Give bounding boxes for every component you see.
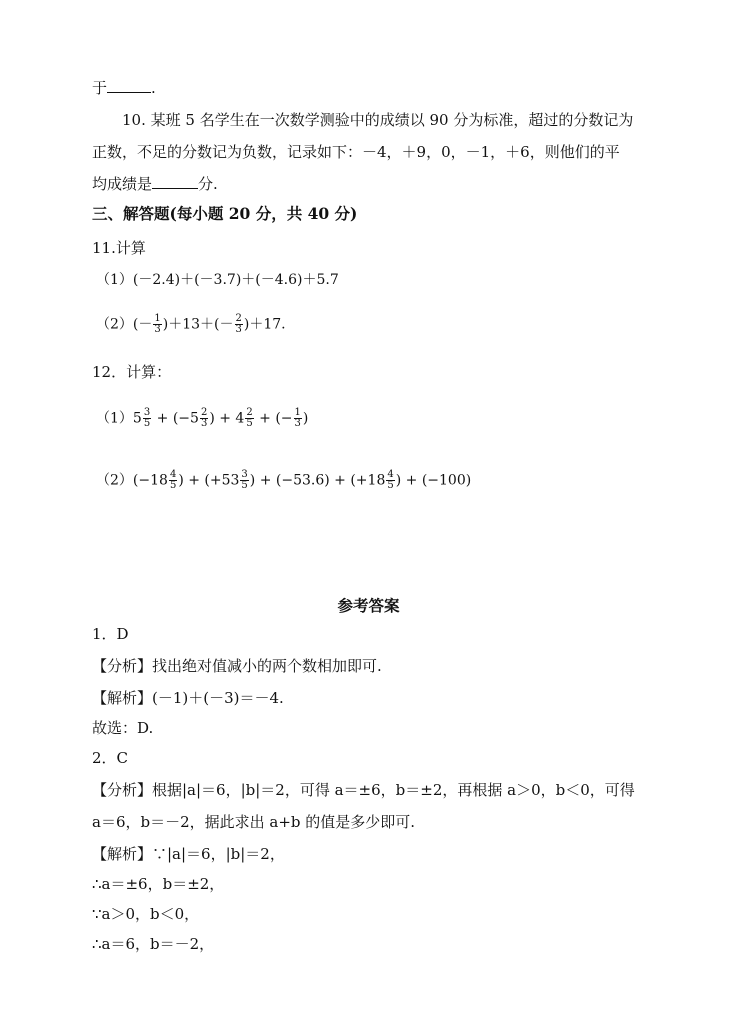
q10-line-2: 正数，不足的分数记为负数，记录如下：－4，＋9，0，－1，＋6，则他们的平 <box>92 143 620 161</box>
q10-line-1: 10. 某班 5 名学生在一次数学测验中的成绩以 90 分为标准，超过的分数记为 <box>122 111 634 129</box>
q11-title: 11.计算 <box>92 239 146 257</box>
fraction: $\frac{2}{3}$ <box>235 313 242 335</box>
q12-part-1: （1）5 $\frac{3}{5}$ + (−5 $\frac{2}{3}$ ) + 4 $\frac{2}{5}$ + (− $\frac{1}{3}$ ) <box>96 407 309 429</box>
q10-line-3 <box>92 174 218 194</box>
answer-2-solution-line-2: ∴a＝±6，b＝±2， <box>92 875 225 893</box>
q9-tail-end: . <box>151 79 156 97</box>
section-heading: 三、解答题(每小题 20 分，共 40 分) <box>92 204 358 223</box>
q12-part-1-label: （1） <box>96 410 133 427</box>
fraction: $\frac{4}{5}$ <box>169 469 177 491</box>
answer-2-solution-line-3: ∵a＞0，b＜0， <box>92 905 200 923</box>
q11-part-2-text-c: )＋17. <box>243 316 286 333</box>
answer-2-analysis-line-2: a＝6，b＝－2，据此求出 a+b 的值是多少即可. <box>92 813 416 831</box>
q11-part-2 <box>96 314 286 335</box>
answers-title: 参考答案 <box>337 596 400 615</box>
q11-part-1: （1）(－2.4)＋(－3.7)＋(－4.6)＋5.7 <box>96 272 339 288</box>
fraction: $\frac{4}{5}$ <box>387 469 394 491</box>
q10-line-3-end: 分. <box>198 175 218 193</box>
answer-1-choice: 故选：D. <box>92 719 154 737</box>
q12-part-2: （2）(−18 $\frac{4}{5}$ ) + (+53 $\frac{3}{5}$ ) + (−53.6) + (+18 $\frac{4}{5}$ ) + (−100) <box>96 469 472 491</box>
answer-1: 1．D <box>92 625 129 643</box>
q11-part-2-text-a: （2）(－ <box>96 316 153 333</box>
fraction: $\frac{3}{5}$ <box>143 407 151 429</box>
answer-1-analysis: 【分析】找出绝对值减小的两个数相加即可. <box>92 657 382 675</box>
answer-2-analysis-line-1: 【分析】根据|a|＝6，|b|＝2，可得 a＝±6，b＝±2，再根据 a＞0，b＜0，可得 <box>92 781 635 799</box>
q9-tail <box>92 78 156 98</box>
fraction: $\frac{2}{5}$ <box>246 407 253 429</box>
fraction: $\frac{1}{3}$ <box>294 407 301 429</box>
answer-blank <box>107 78 151 93</box>
q10-line-3-text: 均成绩是 <box>92 175 153 193</box>
q12-part-2-label: （2） <box>96 472 133 489</box>
fraction: $\frac{2}{3}$ <box>200 407 208 429</box>
answer-2-solution-line-1: 【解析】∵|a|＝6，|b|＝2， <box>92 845 285 863</box>
fraction: $\frac{1}{3}$ <box>154 313 161 335</box>
q11-part-2-text-b: )＋13＋(－ <box>162 316 234 333</box>
answer-2: 2．C <box>92 749 129 767</box>
answer-2-solution-line-4: ∴a＝6，b＝－2， <box>92 935 215 953</box>
q12-title: 12．计算： <box>92 363 172 381</box>
q9-tail-text: 于 <box>92 79 108 97</box>
answer-blank <box>152 174 198 189</box>
answer-1-solution: 【解析】(－1)＋(－3)＝－4. <box>92 689 284 707</box>
fraction: $\frac{3}{5}$ <box>241 469 248 491</box>
